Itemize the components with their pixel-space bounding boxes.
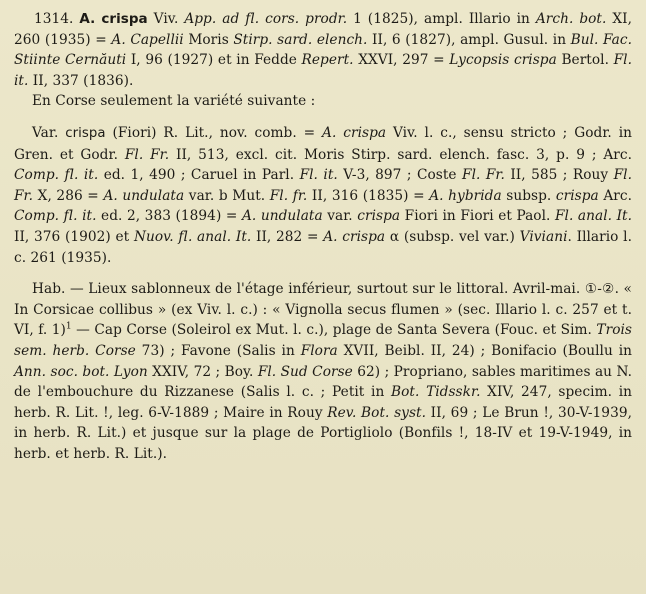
entry-text: II, 337 (1836). [28,72,134,89]
citation-title: Comp. fl. it. [14,208,97,225]
citation-title: Flora [300,342,338,359]
variety-entry [14,123,632,268]
citation-title: Fl. it. [299,167,338,184]
citation-title: Fl. Fr. [14,167,633,204]
habitat-text: XIV, 247, specim. in herb. R. Lit. !, leg. 6-V-1889 ; Maire in Rouy [14,384,633,421]
habitat-text: 62) ; Propriano, sables maritimes au N. de l'embouchure du Rizzanese (Salis l. c. ; Petit in [14,363,633,401]
author-name: Viviani [519,228,568,245]
variety-text: var. [322,208,358,225]
synonym-name: A. undulata [241,208,323,225]
citation-title: Rev. Bot. syst. [327,404,426,421]
citation-title: Arch. bot. [535,11,607,27]
spacer [14,112,632,123]
habitat-text: 73) ; Favone (Salis in [135,342,301,359]
synonym-name: Lycopsis crispa [449,52,557,69]
variety-name: crispa [65,125,106,141]
entry-text: I, 96 (1927) et in Fedde [126,52,302,69]
entry-text: Bertol. [556,52,614,69]
variety-text: ed. 1, 490 ; Caruel in Parl. [98,167,300,184]
habitat-text: XXIV, 72 ; Boy. [147,363,258,380]
entry-text: II, 6 (1827), ampl. Gusul. in [367,31,571,48]
synonym-name: A. undulata [103,187,185,204]
citation-title: Trois sem. herb. Corse [14,322,632,359]
variety-text: var. b Mut. [184,187,270,204]
citation-title: Nuov. fl. anal. It. [133,228,252,245]
citation-title: Fl. Sud Corse [257,363,353,380]
variety-text: II, 513, excl. cit. Moris Stirp. sard. elench. fasc. 3, p. 9 ; Arc. [169,146,632,163]
entry-text: XXVI, 297 = [353,52,450,69]
citation-title: Fl. Fr. [462,167,505,184]
synonym-name: A. crispa [322,124,387,141]
synonym-name: A. crispa [323,228,386,245]
citation-title: Stirp. sard. elench. [233,31,368,48]
species-entry [14,9,632,91]
habitat-text: — Cap Corse (Soleirol ex Mut. l. c.), plage de Santa Severa (Fouc. et Sim. [71,322,597,339]
variety-text: subsp. [501,187,556,204]
variety-text: II, 282 = [251,228,324,245]
variety-text: II, 316 (1835) = [307,187,430,204]
citation-title: Comp. fl. it. [14,167,99,184]
citation-title: Fl. it. [14,52,632,89]
variety-text: X, 286 = [33,187,104,204]
intro-line: En Corse seulement la variété suivante : [32,93,316,110]
variety-text: Fiori in Fiori et Paol. [400,208,555,225]
habitat-text: Hab. — Lieux sablonneux de l'étage inférieur, surtout sur le littoral. Avril-mai. ①-②. « In Corsicae collibus » (ex Viv. l. c.) : « Vignolla secus flumen » (sec. Illario l. c. 257 et t. VI, f. 1) [14,281,632,339]
variety-text: II, 585 ; Rouy [504,167,614,184]
variety-text: ed. 2, 383 (1894) = [96,208,242,225]
variety-text: (Fiori) R. Lit., nov. comb. = [105,124,323,141]
variety-text: V-3, 897 ; Coste [337,167,463,184]
citation-title: Ann. soc. bot. Lyon [14,363,148,380]
entry-number: 1314. [34,11,74,27]
spacer [14,268,632,279]
footnote-marker: 1 [65,321,72,332]
citation-title: App. ad fl. cors. prodr. [184,11,348,27]
entry-text: Viv. [147,11,185,27]
entry-text: Moris [183,31,234,48]
variety-text: II, 376 (1902) et [14,228,134,245]
synonym-name: crispa [357,208,401,225]
citation-title: Repert. [301,52,354,69]
variety-text: . Illario l. c. 261 (1935). [14,228,632,266]
citation-title: Bot. Tidsskr. [391,384,481,401]
genus-abbrev: A. [79,11,96,27]
citation-title: Fl. Fr. [124,146,170,163]
citation-title: Bul. Fac. Stiinte Cernăuti [14,31,632,69]
species-name: crispa [101,11,148,27]
habitat-text: II, 69 ; Le Brun !, 30-V-1939, in herb. R. Lit.) et jusque sur la plage de Portigliolo (Bonfils !, 18-IV et 19-V-1949, in herb. et herb. R. Lit.). [14,404,632,462]
variety-text: Arc. [598,187,632,204]
variety-text: α (subsp. vel var.) [385,228,520,245]
citation-title: Fl. fr. [269,187,308,204]
synonym-name: A. hybrida [429,187,502,204]
entry-text: XI, 260 (1935) = [14,11,632,48]
entry-text: 1 (1825), ampl. Illario in [347,11,536,27]
habitat-paragraph [14,279,632,464]
citation-title: Fl. anal. It. [554,208,632,225]
variety-text: Viv. l. c., sensu stricto ; Godr. in Gren. et Godr. [14,124,632,163]
variety-label: Var. [32,124,59,141]
synonym-name: crispa [555,187,599,204]
habitat-text: XVII, Beibl. II, 24) ; Bonifacio (Boullu in [337,342,632,359]
synonym-name: A. Capellii [111,31,184,48]
